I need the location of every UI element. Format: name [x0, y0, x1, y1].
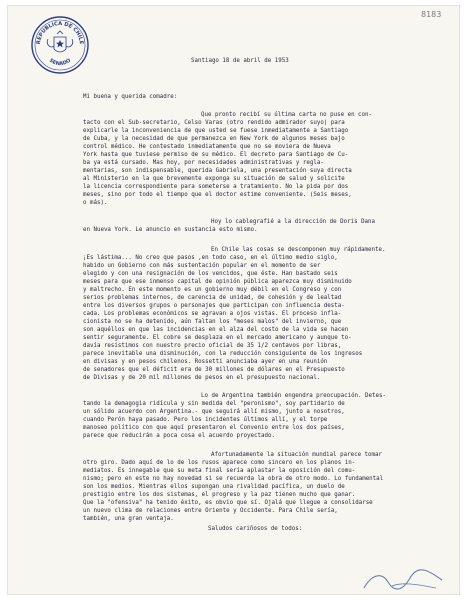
signature-icon — [358, 566, 448, 596]
body-line: elegido y con una resignación de los vencidos, que éste. Han bastado seis — [83, 271, 338, 277]
body-line: parece inevitable una disminución, con la reducción consiguiente de los ingresos — [83, 351, 363, 357]
folio-number: 8183 — [421, 10, 442, 19]
body-line: explicarle la inconveniencia de que usted se fuese inmediatamente a Santiago — [83, 128, 349, 134]
body-line: Lo de Argentina también engendra preocupación. Detes- — [201, 393, 386, 399]
body-line: meses, sino por todo el tiempo que el doctor estime conveniente. (Seis meses, — [83, 192, 352, 198]
body-line: ¡Es lástima... No creo que pasos ,en todo caso, en el último medio siglo, — [83, 255, 338, 261]
body-line: Hoy lo cablegrafié a la dirección de Doris Dana — [211, 219, 376, 225]
body-line: tando la demagogia ridícula y sin medida del "peronismo", soy partidario de — [83, 401, 345, 407]
body-line: de Divisas y de 20 mil millones de pesos en el presupuesto nacional. — [83, 375, 321, 381]
salutation: Mi buena y querida comadre: — [83, 94, 178, 100]
body-line: nismo; pero en este no hay novedad si se recuerda la obra de otro modo. Lo fundamental — [83, 476, 384, 482]
body-line: cuando Perón haya pasado. Pero los incidentes últimos allí, y el torpe — [83, 417, 328, 423]
body-line: mentarias, son indispensable, querida Gabriela, una presentación suya directa — [83, 168, 352, 174]
body-line: Afortunadamente la situación mundial parece tomar — [211, 452, 383, 458]
body-line: de senadores que el déficit era de 30 millones de dólares en el Presupuesto — [83, 367, 345, 373]
body-line: son aquéllos en que las incidencias en el alza del costo de la vida se hacen — [83, 327, 349, 333]
body-line: tacto con el Sub-secretario, Celso Varas (otro rendido admirador suyo) para — [83, 120, 345, 126]
body-line: Que la "ofensiva" ha tenido éxito, es obvio que sí. Ojalá que llegue a consolidarse — [83, 500, 373, 506]
body-line: sentir seguramente. El cobre se desplaza en el mercado americano y aunque to- — [83, 335, 352, 341]
body-line: otro giro. Dado aquí de lo de los rusos aparece como sincero en los planos in- — [83, 460, 356, 466]
senate-seal-stamp — [30, 15, 90, 75]
body-line: parece que reducirán a poca cosa el acuerdo proyectado. — [83, 433, 275, 439]
body-line: prestigio entre los dos sistemas, el progreso y la paz tienen mucho que ganar. — [83, 492, 356, 498]
body-line: habido un Gobierno con más sustentación popular en el momento de ser — [83, 263, 321, 269]
handwritten-signature — [358, 566, 448, 596]
body-line: al Ministerio en la que brevemente exponga su situación de salud y solicite — [83, 176, 345, 182]
body-line: la licencia correspondiente para someterse a tratamiento. No la pida por dos — [83, 184, 349, 190]
body-line: en Nueva York. Le anuncio en sustancia esto mismo. — [83, 227, 258, 233]
body-line: ba ya está cursado. Mas hoy, por necesidades administrativas y regla- — [83, 160, 324, 166]
body-line: davía resistimos con nuestro precio oficial de 35 1/2 centavos por libras, — [83, 343, 342, 349]
letter-page — [8, 6, 459, 594]
body-line: cada. Los problemas económicos se agravan a ojos vistas. El proceso infla- — [83, 311, 342, 317]
date-line: Santiago 18 de abril de 1953 — [191, 58, 289, 64]
body-line: control médico. He contestado inmediatamente que no se moviera de Nueva — [83, 144, 331, 150]
body-line: En Chile las cosas se descomponen muy rápidamente. — [211, 247, 386, 253]
body-line: o más). — [83, 200, 108, 206]
body-line: mediatos. Es innegable que su meta final sería aplastar la oposición del comu- — [83, 468, 356, 474]
body-line: en divisas y en pesos chilenos. Rossetti anunciaba ayer en una reunión — [83, 359, 328, 365]
svg-text:SENADO: SENADO — [48, 57, 72, 68]
svg-text:REPUBLICA DE CHILE: REPUBLICA DE CHILE — [35, 20, 85, 45]
body-line: un sólido acuerdo con Argentina.- que seguirá allí mismo, junto a nosotros, — [83, 409, 345, 415]
body-line: cionista no se ha detenido, aún faltan los "meses malos" del invierno, que — [83, 319, 342, 325]
body-line: un nuevo clima de relaciones entre Oriente y Occidente. Para Chile sería, — [83, 508, 338, 514]
body-line: son los medios. Mientras ellos supongan una rivalidad pacífica, un duelo de — [83, 484, 345, 490]
senate-seal-icon — [30, 15, 90, 75]
closing-line: Saludos cariñosos de todos: — [208, 526, 303, 532]
body-line: York hasta que tuviese permiso de su médico. El decreto para Santiago de Cu- — [83, 152, 349, 158]
body-line: y maltrecho. En este momento es un gobierno muy débil en el Congreso y con — [83, 287, 342, 293]
body-line: de Cuba, y la necesidad de que permanezca en New York de algunos meses bajo — [83, 136, 345, 142]
body-line: meses para que ese inmenso capital de opinión pública aparezca muy disminuido — [83, 279, 352, 285]
body-line: manoseo político con que aquí presentaron el Convenio entre los dos países, — [83, 425, 345, 431]
body-line: entre los diversos grupos o personajes que participan con influencia desta- — [83, 303, 345, 309]
body-line: Que pronto recibí su última carta no puse en con- — [201, 112, 373, 118]
body-line: también, una gran ventaja. — [83, 516, 174, 522]
body-line: serios problemas internos, de carencia de unidad, de cohesión y de lealtad — [83, 295, 342, 301]
